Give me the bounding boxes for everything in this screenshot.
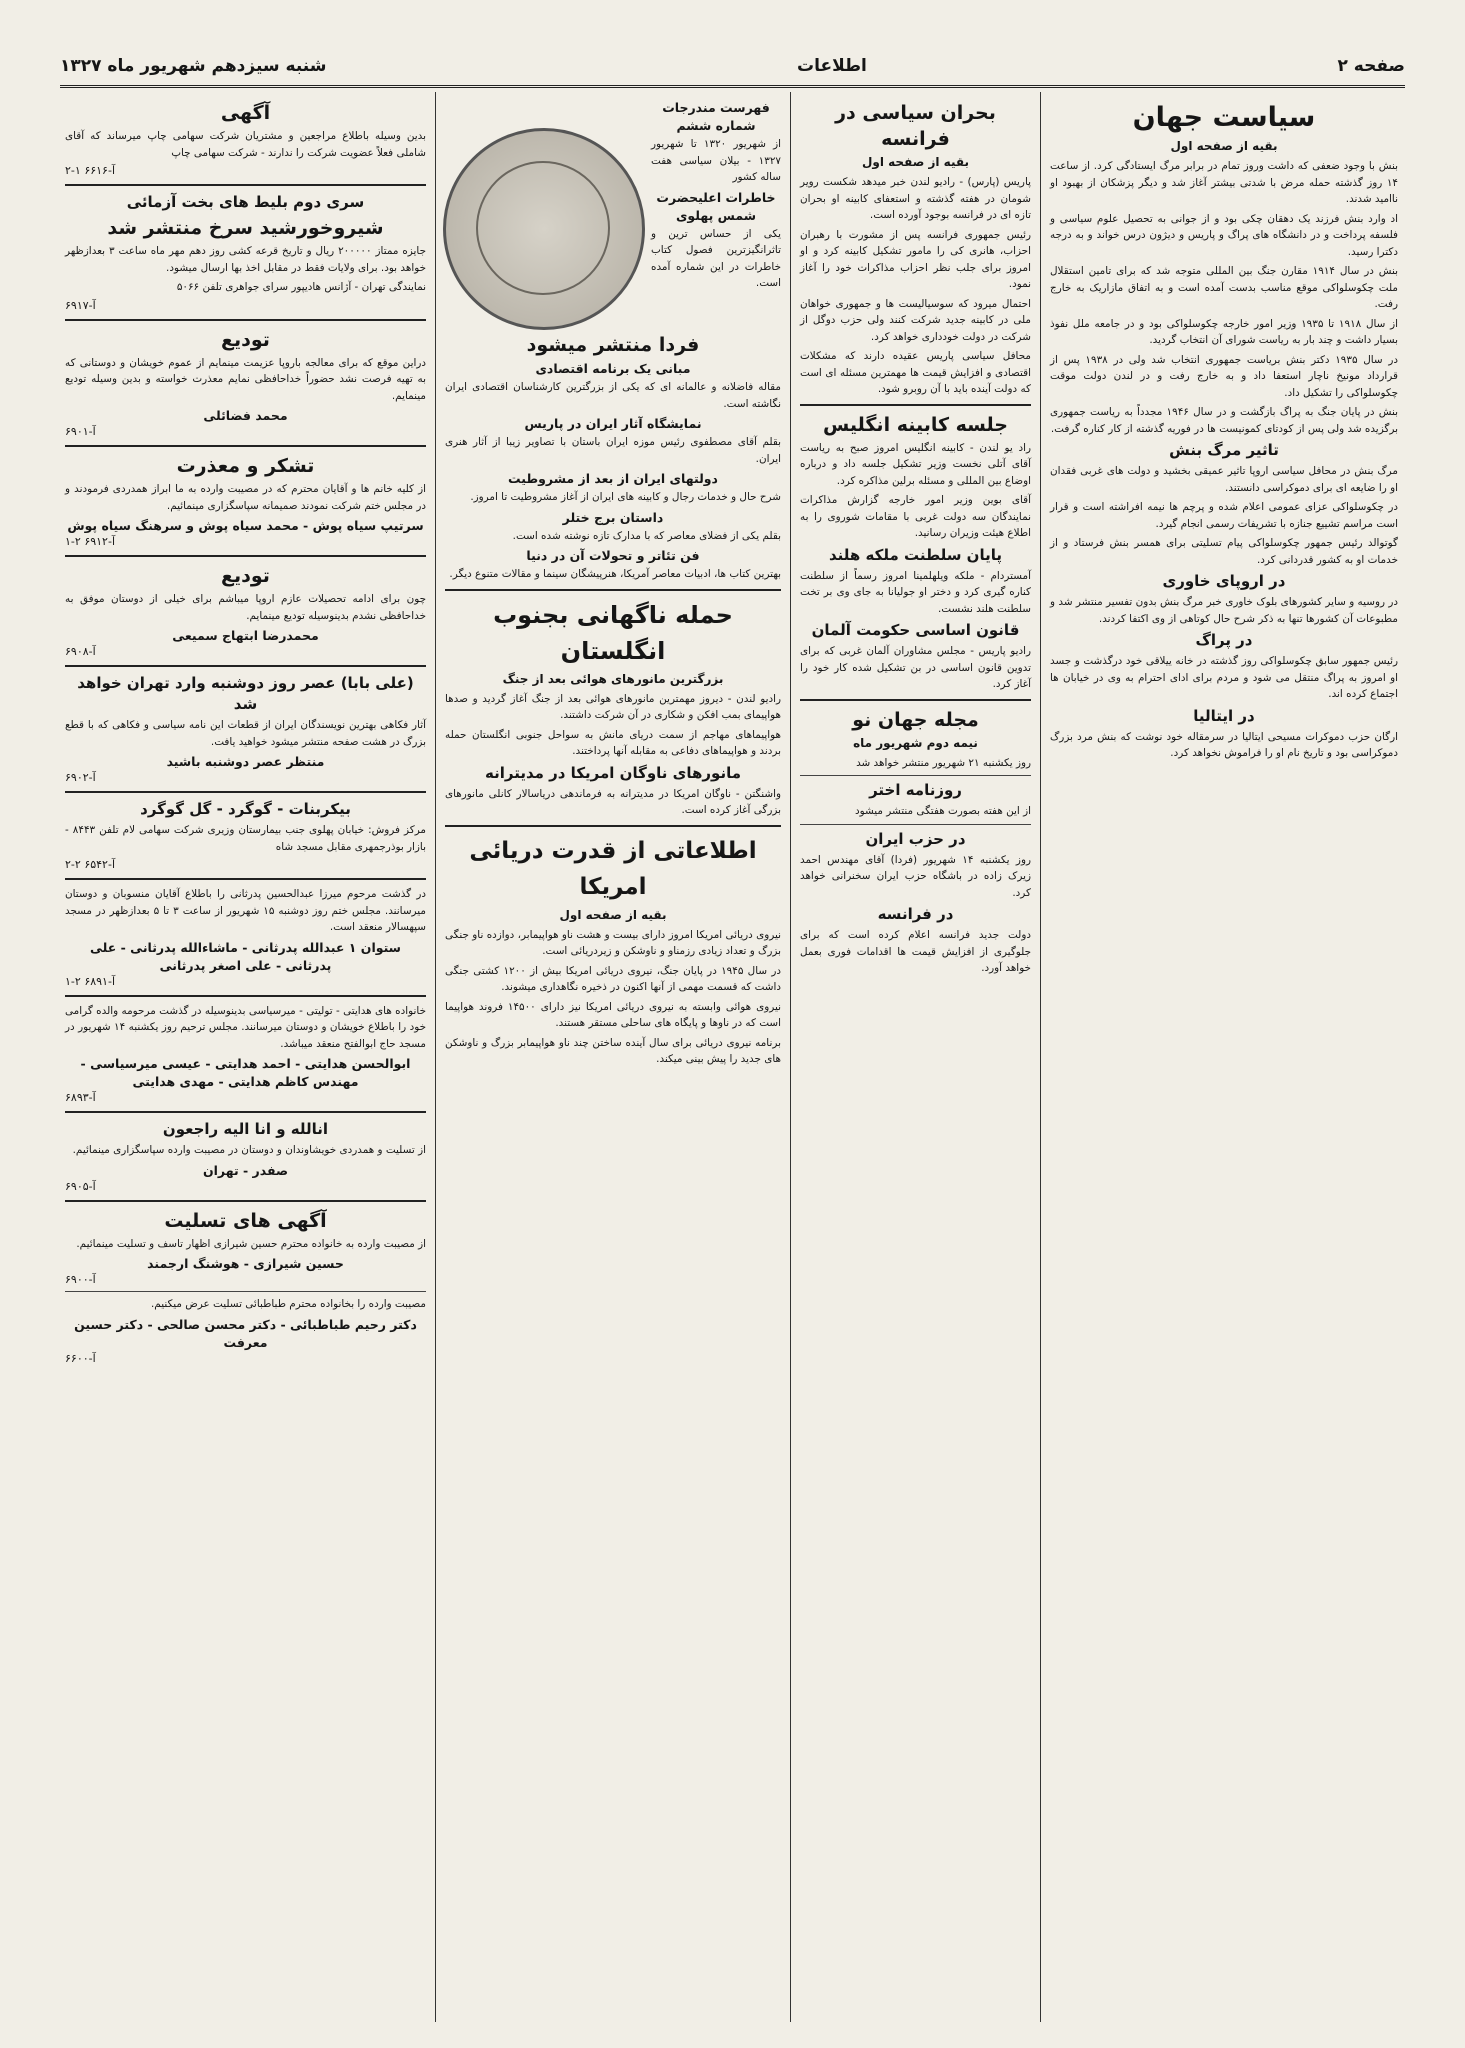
ad-code: آ-۶۸۹۱ ۲-۱ [65, 974, 115, 988]
ad-heading: سری دوم بلیط های بخت آزمائی [126, 193, 365, 211]
ad-code: آ-۶۹۱۲ ۲-۱ [65, 535, 115, 548]
section-heading: خاطرات اعلیحضرت شمس پهلوی [656, 189, 776, 223]
ad-code: آ-۶۶۰۰ [65, 1351, 96, 1365]
ad-signature: دکتر رحیم طباطبائی - دکتر محسن صالحی - دکتر حسین معرفت [74, 1316, 417, 1350]
ad-text: از تسلیت و همدردی خویشاوندان و دوستان در مصیبت وارده سپاسگزاری مینمائیم. [72, 1144, 426, 1156]
ad-heading: شیروخورشید سرخ منتشر شد [107, 217, 384, 239]
column-rule [1040, 92, 1041, 2022]
divider [445, 825, 781, 827]
paragraph: پاریس (پارس) - رادیو لندن خبر میدهد شکست رویر شومان در هفته گذشته و استعفای کابینه او بحران تازه ای در فرانسه بوجود آورده است. [800, 176, 1031, 221]
continued-note: بقیه از صفحه اول [861, 155, 969, 169]
section-heading: فن تئاتر و تحولات آن در دنیا [526, 548, 700, 563]
paragraph: مقاله فاضلانه و عالمانه ای که یکی از بزرگترین کارشناسان اقتصادی ایران نگاشته است. [445, 381, 781, 410]
divider [65, 184, 426, 186]
paragraph: اد وارد بنش فرزند یک دهقان چکی بود و از جوانی به تحصیل علوم سیاسی و فلسفه پرداخت و در دانشگاه های پراگ و پاریس و دیژون درس خواند و به درجه دکترا رسید. [1050, 212, 1398, 258]
paragraph: در سال ۱۹۴۵ در پایان جنگ، نیروی دریائی امریکا بیش از ۱۲۰۰ کشتی جنگی داشت که قسمت مهمی از آنها اکنون در ذخیره نگاهداری میشوند. [445, 964, 782, 993]
paragraph: رادیو لندن - دیروز مهمترین مانورهای هوائی بعد از جنگ آغاز گردید و صدها هواپیمای بمب افکن و شکاری در آن شرکت داشتند. [445, 692, 781, 721]
ad-code: آ-۶۹۰۵ [65, 1179, 96, 1193]
divider [65, 791, 426, 793]
paragraph: بنش با وجود ضعفی که داشت وروز تمام در برابر مرگ ایستادگی کرد. از ساعت ۱۴ روز گذشته حمله مرض با شدتی بیشتر آغاز شد و دیگر پزشکان از بهبود او ناامید شدند. [1050, 160, 1398, 205]
section-heading: داستان برج ختلر [562, 509, 664, 525]
section-heading: در ایتالیا [1193, 706, 1255, 725]
column-rule [790, 92, 791, 2022]
ad-signature: حسین شیرازی - هوشنگ ارجمند [147, 1256, 344, 1271]
ad-heading: آگهی های تسلیت [164, 1209, 327, 1232]
ad-code: آ-۶۶۱۶ ۱-۲ [65, 164, 115, 177]
ad-heading: تودیع [221, 565, 270, 587]
ad-text: از مصیبت وارده به خانواده محترم حسین شیرازی اظهار تاسف و تسلیت مینمائیم. [76, 1237, 426, 1250]
column-rule [435, 92, 436, 2022]
subheading: نیمه دوم شهریور ماه [853, 735, 978, 750]
paragraph: رئیس جمهور سابق چکوسلواکی روز گذشته در خانه ییلاقی خود درگذشت و جسد او امروز به پراگ منتقل می شود و مردم برای ادای احترام به وی در خیابان ها اجتماع کرده اند. [1050, 655, 1398, 700]
article-headline: حمله ناگهانی بجنوب انگلستان [493, 600, 733, 665]
article-headline: اطلاعاتی از قدرت دریائی امریکا [469, 837, 757, 900]
article-headline: سیاست جهان [1132, 102, 1316, 133]
divider [65, 555, 426, 557]
divider [800, 824, 1031, 825]
paragraph: دولت جدید فرانسه اعلام کرده است که برای جلوگیری از افزایش قیمت ها اقدامات فوری بعمل خواهد آورد. [800, 929, 1031, 974]
section-heading: در پراگ [1195, 631, 1253, 649]
paragraph: برنامه نیروی دریائی برای سال آینده ساختن چند ناو هواپیمابر بزرگ و ناوشکن های جدید را پیش بینی میکند. [445, 1036, 781, 1065]
page-number: صفحه ۲ [1337, 55, 1405, 76]
ad-text: دراین موقع که برای معالجه باروپا عزیمت مینمایم از عموم خویشان و دوستانی که به تهیه فرصت نشد حضوراً خداحافظی نمایم معذرت خواسته و بدین وسیله تودیع مینمایم. [65, 356, 426, 402]
divider [65, 878, 426, 880]
paragraph: رئیس جمهوری فرانسه پس از مشورت با رهبران احزاب، هانری کی را مامور تشکیل کابینه کرد و او امروز برای جلب نظر احزاب مذاکرات خود را آغاز نمود. [800, 228, 1031, 290]
paragraph: آقای بوین وزیر امور خارجه گزارش مذاکرات نمایندگان سه دولت غربی با مقامات شوروی را به اطلاع هیئت وزیران رسانید. [800, 494, 1031, 539]
section-heading: نمایشگاه آثار ایران در پاریس [524, 416, 702, 431]
paragraph: مرگ بنش در محافل سیاسی اروپا تاثیر عمیقی بخشید و دولت های غربی فقدان او را ضایعه ای برای دموکراسی دانستند. [1050, 465, 1398, 494]
paragraph: بهترین کتاب ها، ادبیات معاصر آمریکا، هنرپیشگان سینما و مقالات متنوع دیگر. [449, 568, 781, 580]
ad-heading: بیکربنات - گوگرد - گل گوگرد [140, 800, 351, 818]
seal-wrapper [445, 98, 645, 330]
magazine-seal-icon [443, 128, 645, 330]
paragraph: از شهریور ۱۳۲۰ تا شهریور ۱۳۲۷ - بیلان سیاسی هفت ساله کشور [651, 138, 781, 183]
divider [65, 319, 426, 321]
ad-heading: تودیع [221, 328, 270, 351]
section-heading: در حزب ایران [865, 829, 966, 848]
ad-heading: تشکر و معذرت [176, 455, 315, 477]
section-heading: مبانی یک برنامه اقتصادی [535, 361, 691, 376]
ad-signature: ستوان ۱ عبدالله پدرثانی - ماشاءالله پدرثانی - علی پدرثانی - علی اصغر پدرثانی [90, 939, 401, 973]
subheading: بزرگترین مانورهای هوائی بعد از جنگ [502, 671, 724, 686]
ad-text: مرکز فروش: خیابان پهلوی جنب بیمارستان وزیری شرکت سهامی لام تلفن ۸۴۴۳ - بازار بوذرجمهری مقابل مسجد شاه [65, 824, 426, 853]
ad-code: آ-۶۹۱۷ [65, 298, 96, 312]
ad-text: از کلیه خانم ها و آقایان محترم که در مصیبت وارده به ما ابراز همدردی فرمودند و در مجلس ختم شرکت نمودند صمیمانه سپاسگزاری مینمائیم. [65, 483, 426, 512]
paragraph: نیروی دریائی امریکا امروز دارای بیست و هشت ناو هواپیمابر، دوازده ناو جنگی بزرگ و تعداد زیادی رزمناو و ناوشکن و زیردریائی است. [445, 928, 781, 957]
ad-heading: آگهی [220, 102, 271, 124]
section-heading: تاثیر مرگ بنش [1169, 441, 1279, 459]
paragraph: روز یکشنبه ۲۱ شهریور منتشر خواهد شد [856, 756, 1031, 769]
paragraph: در سال ۱۹۳۵ دکتر بنش بریاست جمهوری انتخاب شد ولی در ۱۹۳۸ پس از قرارداد مونیخ ناچار استعفا داد و به خارج رفت و در لندن دولت موقت چکوسلواکی را تشکیل داد. [1050, 353, 1398, 399]
paragraph: ارگان حزب دموکرات مسیحی ایتالیا در سرمقاله خود نوشت که بنش مرد بزرگ دموکراسی بود و تاریخ نام او را فراموش نخواهد کرد. [1050, 730, 1398, 759]
divider [800, 699, 1031, 701]
divider [445, 589, 781, 591]
paragraph: نیروی هوائی وابسته به نیروی دریائی امریکا نیز دارای ۱۴۵۰۰ فروند هواپیما است که در ناوها و پایگاه های ساحلی مستقر هستند. [445, 1000, 781, 1029]
article-headline: مجله جهان نو [852, 708, 979, 731]
ad-text: مصیبت وارده را بخانواده محترم طباطبائی تسلیت عرض میکنیم. [151, 1298, 426, 1310]
ad-signature: صفدر - تهران [202, 1162, 289, 1178]
news-column [793, 95, 1038, 2023]
divider [65, 665, 426, 667]
magazine-contents [651, 98, 781, 330]
paragraph: روز یکشنبه ۱۴ شهریور (فردا) آقای مهندس احمد زیرک زاده در باشگاه حزب ایران سخنرانی خواهد کرد. [800, 853, 1031, 899]
divider [65, 995, 426, 997]
ad-code: آ-۶۹۰۸ [65, 645, 96, 658]
paragraph: بنش در سال ۱۹۱۴ مقارن جنگ بین المللی متوجه شد که برای تامین استقلال ملت چکوسلواکی موقع مناسب بدست آمده است و به اتفاق مازاریک به خارج رفت. [1050, 265, 1398, 310]
paragraph: از سال ۱۹۱۸ تا ۱۹۳۵ وزیر امور خارجه چکوسلواکی بود و در جامعه ملل نفوذ بسیار داشت و چند بار به ریاست شورای آن انتخاب گردید. [1050, 317, 1398, 346]
ad-text: چون برای ادامه تحصیلات عازم اروپا میباشم برای خیلی از دوستان موفق به خداحافظی نشدم بدینوسیله تودیع مینمایم. [65, 593, 426, 622]
section-heading: قانون اساسی حکومت آلمان [811, 621, 1020, 639]
paragraph: رادیو پاریس - مجلس مشاوران آلمان غربی که برای تدوین قانون اساسی در بن تشکیل شده کار خود را آغاز کرد. [800, 645, 1031, 690]
paragraph: گوتوالد رئیس جمهور چکوسلواکی پیام تسلیتی برای همسر بنش فرستاد و از خدمات او به کشور قدردانی کرد. [1050, 537, 1398, 566]
section-heading: در اروپای خاوری [1162, 572, 1286, 590]
divider [65, 1111, 426, 1113]
paragraph: راد یو لندن - کابینه انگلیس امروز صبح به ریاست آقای آتلی نخست وزیر تشکیل جلسه داد و درباره اوضاع بین المللی و مسئله برلین مذاکره کرد. [800, 441, 1031, 487]
ad-signature: محمدرضا ابتهاج سمیعی [172, 628, 319, 643]
features-column [438, 95, 788, 2023]
world-politics-column [1043, 95, 1405, 2023]
paragraph: شرح حال و خدمات رجال و کابینه های ایران از آغاز مشروطیت تا امروز. [470, 491, 781, 503]
article-headline: جلسه کابینه انگلیس [823, 413, 1008, 436]
ad-text: خانواده های هدایتی - تولیتی - میرسیاسی بدینوسیله در گذشت مرحومه والده گرامی خود را باطلاع خویشان و دوستان میرسانند. مجلس ترحیم روز یکشنبه ۱۴ شهریور در مسجد حاج ابوالفتح منعقد میباشد. [65, 1004, 427, 1050]
paragraph: بقلم آقای مصطفوی رئیس موزه ایران باستان با تصاویر زیبا از آثار هنری ایران. [445, 436, 781, 465]
ad-text: آثار فکاهی بهترین نویسندگان ایران از قطعات این نامه سیاسی و فکاهی که با قطع بزرگ در هشت صفحه منتشر میشود خواهید یافت. [65, 719, 426, 748]
paragraph: بنش در پایان جنگ به پراگ بازگشت و در سال ۱۹۴۶ مجدداً به ریاست جمهوری برگزیده شد ولی پس از کودتای کمونیست ها در فوریه گذشته از کار کناره گرفت. [1050, 406, 1398, 435]
section-heading: مانورهای ناوگان امریکا در مدیترانه [485, 763, 741, 782]
divider [65, 1200, 426, 1202]
ad-code: آ-۶۹۰۰ [65, 1273, 96, 1286]
masthead [60, 46, 1405, 88]
ad-code: آ-۶۵۴۲ ۲-۲ [65, 858, 115, 871]
announcement-headline: فردا منتشر میشود [526, 334, 700, 356]
ads-column [58, 95, 433, 2023]
paragraph: احتمال میرود که سوسیالیست ها و جمهوری خواهان ملی در کابینه جدید شرکت کنند ولی حزب دوگل از شرکت در دولت خودداری خواهد کرد. [800, 297, 1031, 343]
paragraph: آمستردام - ملکه ویلهلمینا امروز رسماً از سلطنت کناره گیری کرد و دختر او جولیانا به جای وی بر تخت سلطنت هلند نشست. [800, 569, 1031, 615]
paragraph: بقلم یکی از فضلای معاصر که با مدارک تازه نوشته شده است. [512, 529, 781, 542]
paragraph: در چکوسلواکی عزای عمومی اعلام شده و پرچم ها نیمه افراشته است و قرار است مراسم تشییع جنازه با تشریفات رسمی انجام گیرد. [1050, 501, 1398, 530]
section-heading: در فرانسه [877, 905, 954, 923]
section-heading: دولتهای ایران از بعد از مشروطیت [508, 471, 718, 486]
ad-heading: (علی بابا) عصر روز دوشنبه وارد تهران خواهد شد [77, 674, 414, 713]
divider [800, 404, 1031, 406]
ad-text: جایزه ممتاز ۲۰۰۰۰۰ ریال و تاریخ قرعه کشی روز دهم مهر ماه ساعت ۳ بعدازظهر خواهد بود. برای ولایات فقط در مقابل اخذ بها ارسال میشود. [65, 245, 427, 274]
ad-code: آ-۶۸۹۳ [65, 1091, 96, 1104]
divider [800, 775, 1031, 776]
ad-code: آ-۶۹۰۲ [65, 771, 96, 784]
divider [65, 1291, 426, 1292]
ad-signature: منتظر عصر دوشنبه باشید [166, 754, 325, 769]
paragraph: یکی از حساس ترین و تاثرانگیزترین فصول کتاب خاطرات در این شماره آمده است. [651, 227, 781, 289]
ad-code: آ-۶۹۰۱ [65, 425, 96, 438]
continued-note: بقیه از صفحه اول [1170, 139, 1278, 153]
section-heading: پایان سلطنت ملکه هلند [828, 545, 1003, 564]
ad-text: بدین وسیله باطلاع مراجعین و مشتریان شرکت سهامی چاپ میرساند که آقای شاملی فعلاً عضویت شرکت را ندارند - شرکت سهامی چاپ [65, 130, 426, 159]
contents-title: فهرست مندرجات شماره ششم [662, 100, 770, 133]
paper-name: اطلاعات [797, 55, 867, 76]
issue-date: شنبه سیزدهم شهریور ماه ۱۳۲۷ [60, 55, 327, 76]
ad-text: در گذشت مرحوم میرزا عبدالحسین پدرثانی را باطلاع آقایان منسوبان و دوستان میرسانند. مجلس ختم روز دوشنبه ۱۵ شهریور از ساعت ۳ تا ۵ بعدازظهر در مسجد سپهسالار منعقد است. [65, 888, 426, 933]
ad-text: نمایندگی تهران - آژانس هادیپور سرای جواهری تلفن ۵۰۶۶ [176, 281, 426, 293]
continued-note: بقیه از صفحه اول [559, 907, 667, 922]
article-headline: بحران سیاسی در فرانسه [835, 102, 996, 150]
divider [65, 445, 426, 447]
ad-signature: ابوالحسن هدایتی - احمد هدایتی - عیسی میرسیاسی - مهندس کاظم هدایتی - مهدی هدایتی [80, 1056, 411, 1089]
paragraph: از این هفته بصورت هفتگی منتشر میشود [855, 805, 1031, 817]
ad-heading: انالله و انا الیه راجعون [162, 1120, 329, 1138]
paragraph: در روسیه و سایر کشورهای بلوک خاوری خبر مرگ بنش بدون تفسیر منتشر شد و مطبوعات آن کشورها تنها به ذکر شرح حال کوتاهی از وی اکتفا کردند. [1050, 596, 1398, 625]
section-heading: روزنامه اختر [869, 781, 962, 799]
magazine-box [445, 98, 781, 330]
paragraph: واشنگتن - ناوگان امریکا در مدیترانه به فرماندهی دریاسالار کانلی مانورهای بزرگی آغاز کرده است. [445, 787, 781, 816]
paragraph: هواپیماهای مهاجم از سمت دریای مانش به سواحل جنوبی انگلستان حمله بردند و هواپیماهای دفاعی به مقابله آنها پرداختند. [445, 728, 781, 757]
ad-signature: محمد فضائلی [203, 408, 288, 423]
paragraph: محافل سیاسی پاریس عقیده دارند که مشکلات اقتصادی و افزایش قیمت ها مهمترین مسئله ای است که دولت آینده باید با آن روبرو شود. [800, 350, 1031, 395]
ad-signature: سرتیپ سیاه پوش - محمد سیاه پوش و سرهنگ سیاه پوش [67, 518, 424, 533]
